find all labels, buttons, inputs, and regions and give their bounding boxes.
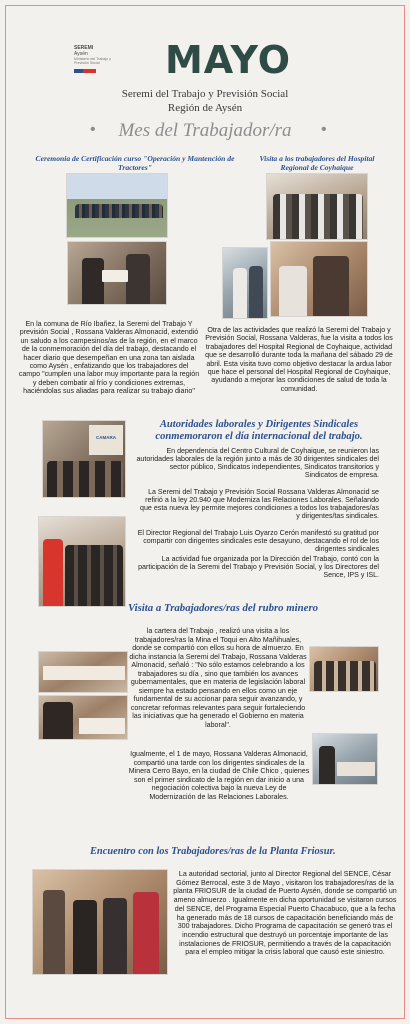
banner-bullet-left: • — [90, 121, 96, 138]
photo-hospital-staff-right — [270, 241, 368, 317]
text-rural-workers: En la comuna de Río Ibañez, la Seremi del Trabajo Y previsión Social , Rossana Valderas Almonacid, extendió un saludo a los campesinos/as de la región, en el marco de la conmemoración del día del trabajo, destacando el hacer diario que desempeñan en una zona tan aislada como Aysén , enfatizando que los trabajadores del campo "cumplen una labor muy importante para la región y deben combatir al frío y condiciones extremas, haciéndolas sus aliadas para realizar su trabajo diario" — [18, 320, 200, 396]
text-friosur-visit: La autoridad sectorial, junto al Director Regional del SENCE, César Gómez Berrocal, este 3 de Mayo , visitaron los trabajadores/ras de la planta FRIOSUR de la ciudad de Puerto Aysén, donde se compartió un ameno almuerzo . Igualmente en dicha oportunidad se visitaron cursos del SENCE, del Programa Especial Puerto Chacabuco, que a la fecha ha generado más de 18 cursos de capacitación beneficiando más de 300 trabajadores. Dicho Programa de capacitación se generó tras el incendio estructural que destruyó un porcentaje importante de las instalaciones de FRIOSUR, permitiendo a través de la capacitación para el empleo mitigar la crisis laboral que causó este siniestro. — [173, 870, 397, 957]
org-name: Seremi del Trabajo y Previsión Social — [121, 88, 289, 100]
title-labor-authorities: Autoridades laborales y Dirigentes Sindicales conmemoraron el día internacional del trabajo. — [155, 419, 363, 442]
photo-cerro-bayo-meeting — [312, 733, 378, 785]
photo-union-meeting — [42, 420, 126, 498]
month-title: MAYO — [164, 38, 292, 82]
photo-authorities-group — [38, 516, 126, 607]
seremi-logo — [74, 45, 120, 85]
photo-friosur-group — [32, 869, 168, 975]
photo-mine-workers-group — [309, 646, 379, 692]
logo-text-ministry: Ministerio del Trabajo y Previsión Social — [74, 57, 111, 66]
text-activity-organized: La actividad fue organizada por la Dirección del Trabajo, contó con la participación de la Seremi del Trabajo y Previsión Social, y los Directores del Sence, IPS y ISL. — [138, 555, 379, 579]
logo-text-region: Aysén — [74, 51, 88, 57]
text-union-meeting: En dependencia del Centro Cultural de Coyhaique, se reunieron las autoridades laborales de la región junto a más de 30 dirigentes sindicales del sector público, Sindicatos independientes, Sindicatos transitorios y Sindicatos de empresa. — [136, 447, 379, 479]
photo-hospital-group — [266, 173, 368, 240]
photo-mine-lunch-wide — [38, 651, 128, 693]
caption-certification: Ceremonia de Certificación curso "Operación y Mantención de Tractores" — [35, 154, 235, 172]
photo-tractor-course-group — [66, 173, 168, 238]
banner-camara-text: CAMARA — [96, 435, 116, 440]
text-hospital-visit: Otra de las actividades que realizó la Seremi del Trabajo y Previsión Social, Rossana Valderas, fue la visita a todos los trabajadores del Hospital Regional de Coyhaique, actividad que se desarrolló durante toda la mañana del sábado 29 de abril. Esta visita tuvo como objetivo destacar la ardua labor que hace el personal del Hospital Regional de Coyhaique, ayudando a mejorar las condiciones de salud de toda la comunidad. — [205, 326, 393, 393]
text-law-20940: La Seremi del Trabajo y Previsión Social Rossana Valderas Almonacid se refirió a la ley 20.940 que Moderniza las Relaciones Laborales. Señalando que esta nueva ley permite mejores condiciones a todos los trabajadores/as y dirigentes/tas sindicales. — [140, 488, 379, 520]
title-friosur-meeting: Encuentro con los Trabajadores/ras de la Planta Friosur. — [90, 846, 336, 857]
photo-hospital-staff-left — [222, 247, 268, 319]
title-mining-workers: Visita a Trabajadores/ras del rubro minero — [128, 602, 319, 614]
org-region: Región de Aysén — [167, 102, 243, 114]
text-el-toqui-visit: la cartera del Trabajo , realizó una visita a los trabajadores/ras la Mina el Toqui en Alto Mañihuales, donde se compartió con ellos su hora de almuerzo. En dicha instancia la Seremi del Trabajo, Rossana Valderas Almonacid, señaló : "No sólo estamos celebrando a los trabajadores su día , sino que también los avances gubernamentales, que en materia de legislación laboral siempre ha estado pensando en ellos como un eje fundamental de su accionar para seguir avanzando, y concretar reformas relevantes para seguir fortaleciendo las iniciativas que ha generado el Gobierno en materia laboral". — [129, 627, 307, 730]
text-cerro-bayo: Igualmente, el 1 de mayo, Rossana Valderas Almonacid, compartió una tarde con los dirigentes sindicales de la Minera Cerro Bayo, en la ciudad de Chile Chico , quienes son el primer sindicato de la región en dar inicio a una negociación colectiva bajo la nueva Ley de Modernización de las Relaciones Laborales. — [128, 750, 310, 801]
photo-certificate-handover — [67, 241, 167, 305]
text-director-gratitude: El Director Regional del Trabajo Luis Oyarzo Cerón manifestó su gratitud por compartir con dirigentes sindicales este desayuno, destacando el rol de los dirigentes sindicales — [137, 529, 379, 553]
banner-month-worker: Mes del Trabajador/ra — [118, 120, 292, 141]
caption-hospital-visit: Visita a los trabajadores del Hospital Regional de Coyhaique — [259, 154, 375, 172]
photo-mine-lunch-table — [38, 695, 128, 740]
banner-bullet-right: • — [321, 121, 327, 138]
logo-text-seremi: SEREMI — [74, 45, 94, 51]
logo-flag-bar — [74, 69, 96, 73]
